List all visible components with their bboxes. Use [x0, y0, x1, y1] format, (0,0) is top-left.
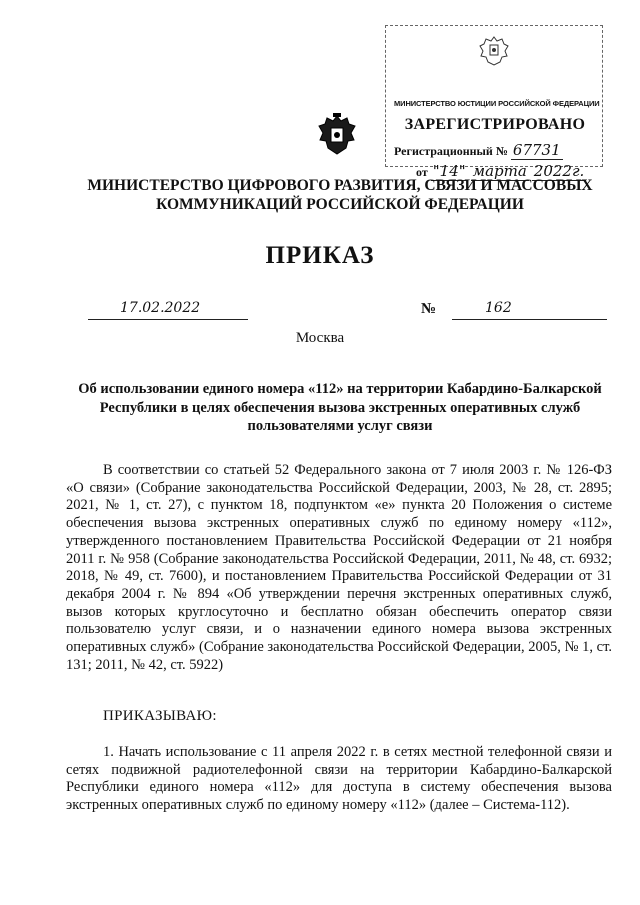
stamp-date-day: "14"	[432, 162, 466, 180]
stamp-reg-label: Регистрационный №	[394, 144, 508, 158]
coat-of-arms-icon	[478, 34, 510, 68]
order-item-1: 1. Начать использование с 11 апреля 2022 г. в сетях местной телефонной связи и сетях подвижной радиотелефонной связи на территории Кабардино-Балкарской Республики единого номера «112» для доступа в систему обеспечения вызова экстренных оперативных служб по единому номеру «112» (далее – Система-112).	[66, 744, 612, 814]
stamp-reg-number-row	[394, 141, 563, 159]
preamble	[66, 462, 612, 674]
city: Москва	[295, 330, 345, 346]
stamp-ministry-name: МИНИСТЕРСТВО ЮСТИЦИИ РОССИЙСКОЙ ФЕДЕРАЦИИ	[394, 99, 600, 108]
stamp-status: ЗАРЕГИСТРИРОВАНО	[404, 116, 586, 133]
number-label: №	[421, 301, 437, 317]
stamp-date-month: марта	[472, 162, 527, 180]
document-type-title: ПРИКАЗ	[265, 242, 375, 269]
registration-stamp	[385, 25, 603, 180]
order-directive: ПРИКАЗЫВАЮ:	[103, 708, 217, 724]
coat-of-arms-icon	[316, 112, 358, 160]
stamp-date-prefix: от	[416, 165, 428, 179]
ministry-name: МИНИСТЕРСТВО ЦИФРОВОГО РАЗВИТИЯ, СВЯЗИ И МАССОВЫХ КОММУНИКАЦИЙ РОССИЙСКОЙ ФЕДЕРАЦИИ	[87, 177, 593, 213]
stamp-date-year: 2022г.	[533, 162, 585, 180]
order-date: 17.02.2022	[120, 300, 201, 316]
order-subject: Об использовании единого номера «112» на территории Кабардино-Балкарской Республики в целях обеспечения вызова экстренных оперативных служб пользователями услуг связи	[78, 381, 602, 434]
stamp-reg-number: 67731	[512, 141, 561, 159]
number-underline	[452, 303, 607, 320]
order-number: 162	[485, 300, 512, 316]
preamble-text: В соответствии со статьей 52 Федерального закона от 7 июля 2003 г. № 126-ФЗ «О связи» (Собрание законодательства Российской Федерации, 2003, № 28, ст. 2895; 2021, № 1, ст. 27), с пунктом 18, подпунктом «е» пункта 20 Положения о системе обеспечения вызова экстренных оперативных служб по единому номеру «112», утвержденного постановлением Правительства Российской Федерации от 21 ноября 2011 г. № 958 (Собрание законодательства Российской Федерации, 2011, № 48, ст. 6932; 2018, № 49, ст. 7600), и постановлением Правительства Российской Федерации от 31 декабря 2004 г. № 894 «Об утверждении перечня экстренных оперативных служб, вызов которых круглосуточно и бесплатно обязан обеспечить оператор связи пользователю услуг связи, и о назначении единого номера вызова экстренных оперативных служб» (Собрание законодательства Российской Федерации, 2005, № 1, ст. 131; 2011, № 42, ст. 5922)	[66, 462, 612, 673]
